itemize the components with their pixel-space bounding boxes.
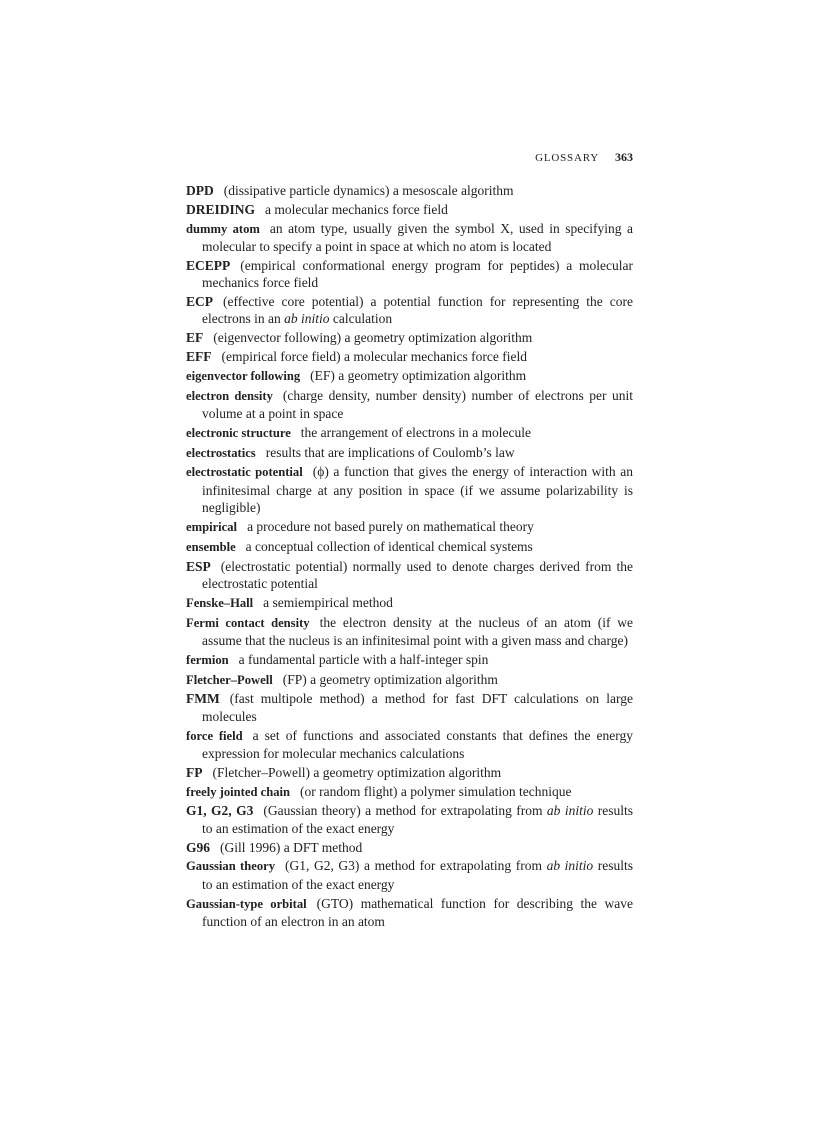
entry-term: FMM xyxy=(186,691,220,707)
entry-term: freely jointed chain xyxy=(186,784,291,799)
glossary-entry xyxy=(186,764,633,781)
entry-definition: (empirical conformational energy program for peptides) a molecular mechanics force field xyxy=(202,257,633,291)
entry-definition-continued: results to an estimation of the exact energy xyxy=(202,858,633,892)
entry-term: Fenske–Hall xyxy=(186,595,254,610)
glossary-entry xyxy=(186,839,633,856)
entry-definition: (eigenvector following) a geometry optimization algorithm xyxy=(213,330,533,346)
entry-definition-continued: results to an estimation of the exact energy xyxy=(202,803,633,836)
entry-definition: (G1, G2, G3) a method for extrapolating from xyxy=(285,858,547,874)
entry-definition: (Fletcher–Powell) a geometry optimization algorithm xyxy=(212,764,502,780)
entry-definition: (empirical force field) a molecular mechanics force field xyxy=(221,349,527,364)
entry-definition: an atom type, usually given the symbol X, used in specifying a molecular to specify a point in space at which no atom is located xyxy=(202,220,633,254)
entry-term: EFF xyxy=(186,349,212,364)
entry-definition-italic: ab initio xyxy=(546,858,594,874)
entry-definition-italic: ab initio xyxy=(284,311,330,327)
entry-definition-continued: calculation xyxy=(329,311,393,327)
entry-definition: (or random flight) a polymer simulation technique xyxy=(300,783,572,799)
entry-definition: (electrostatic potential) normally used to denote charges derived from the electrostatic potential xyxy=(202,558,633,591)
entry-definition: (effective core potential) a potential function for representing the core electrons in an xyxy=(202,294,633,327)
glossary-entry xyxy=(186,727,633,763)
glossary-entry xyxy=(186,802,633,837)
glossary-entry xyxy=(186,651,633,669)
entry-definition: a semiempirical method xyxy=(263,594,393,610)
glossary-entry xyxy=(186,367,633,385)
entry-definition: (Gill 1996) a DFT method xyxy=(220,839,363,855)
entry-term: ensemble xyxy=(186,539,236,554)
glossary-entry xyxy=(186,201,633,218)
entry-definition: a procedure not based purely on mathematical theory xyxy=(247,519,534,534)
entry-term: electrostatics xyxy=(186,445,256,460)
entry-term: ESP xyxy=(186,558,211,574)
glossary-entry xyxy=(186,594,633,612)
entry-definition: the arrangement of electrons in a molecule xyxy=(300,424,531,440)
entry-term: EF xyxy=(186,330,204,346)
entry-term: G96 xyxy=(186,839,211,855)
glossary-entry xyxy=(186,558,633,593)
entry-term: empirical xyxy=(186,520,238,534)
page-number: 363 xyxy=(615,150,633,164)
entry-definition: the electron density at the nucleus of an atom (if we assume that the nucleus is an infinitesimal point with a given mass and charge) xyxy=(202,614,634,648)
entry-definition-italic: ab initio xyxy=(546,803,594,819)
entry-definition: (Gaussian theory) a method for extrapolating from xyxy=(263,803,547,819)
glossary-entry xyxy=(186,220,633,256)
entry-definition: (ϕ) a function that gives the energy of interaction with an infinitesimal charge at any position in space (if we assume polarizability is negligible) xyxy=(202,464,633,516)
entry-definition: (FP) a geometry optimization algorithm xyxy=(282,671,498,687)
glossary-entry xyxy=(186,257,633,292)
entry-term: force field xyxy=(186,728,243,743)
glossary-entry xyxy=(186,518,633,536)
entry-term: fermion xyxy=(186,652,229,667)
running-head xyxy=(186,150,633,165)
entry-definition: a set of functions and associated constants that defines the energy expression for molecular mechanics calculations xyxy=(202,727,633,761)
entry-definition: (EF) a geometry optimization algorithm xyxy=(310,367,527,383)
entry-term: electron density xyxy=(186,388,273,403)
entry-term: ECEPP xyxy=(186,257,231,273)
glossary-entry xyxy=(186,293,633,328)
entry-definition: a conceptual collection of identical chemical systems xyxy=(245,538,533,554)
entry-term: G1, G2, G3 xyxy=(186,803,254,819)
entry-definition: (GTO) mathematical function for describing the wave function of an electron in an atom xyxy=(202,895,633,929)
glossary-entry xyxy=(186,444,633,462)
entry-term: dummy atom xyxy=(186,221,260,236)
glossary-entry xyxy=(186,182,633,199)
entry-term: electronic structure xyxy=(186,425,291,440)
entry-term: Fletcher–Powell xyxy=(186,672,273,687)
glossary-entry xyxy=(186,857,633,893)
glossary-entry xyxy=(186,463,633,516)
entry-term: Gaussian theory xyxy=(186,859,276,874)
glossary-entry xyxy=(186,783,633,801)
entry-definition: (fast multipole method) a method for fast DFT calculations on large molecules xyxy=(202,691,633,724)
glossary-entry xyxy=(186,614,633,650)
entry-term: ECP xyxy=(186,294,213,309)
entry-term: eigenvector following xyxy=(186,368,301,383)
entry-term: electrostatic potential xyxy=(186,465,303,480)
glossary-entry xyxy=(186,348,633,365)
entry-term: Gaussian-type orbital xyxy=(186,896,307,911)
entry-definition: a fundamental particle with a half-integer spin xyxy=(238,651,489,667)
entry-definition: results that are implications of Coulomb’s law xyxy=(265,444,515,460)
entry-term: FP xyxy=(186,764,203,780)
entry-term: DPD xyxy=(186,183,214,198)
glossary-entry xyxy=(186,895,633,931)
glossary-entries xyxy=(186,182,633,932)
entry-term: DREIDING xyxy=(186,201,256,217)
glossary-entry xyxy=(186,329,633,346)
glossary-entry xyxy=(186,671,633,689)
entry-definition: (dissipative particle dynamics) a mesoscale algorithm xyxy=(223,183,514,198)
glossary-entry xyxy=(186,424,633,442)
entry-definition: (charge density, number density) number of electrons per unit volume at a point in space xyxy=(202,387,634,421)
running-head-title: GLOSSARY xyxy=(535,152,599,164)
entry-definition: a molecular mechanics force field xyxy=(265,201,448,217)
glossary-entry xyxy=(186,538,633,556)
glossary-entry xyxy=(186,690,633,725)
glossary-entry xyxy=(186,387,633,423)
entry-term: Fermi contact density xyxy=(186,615,310,630)
